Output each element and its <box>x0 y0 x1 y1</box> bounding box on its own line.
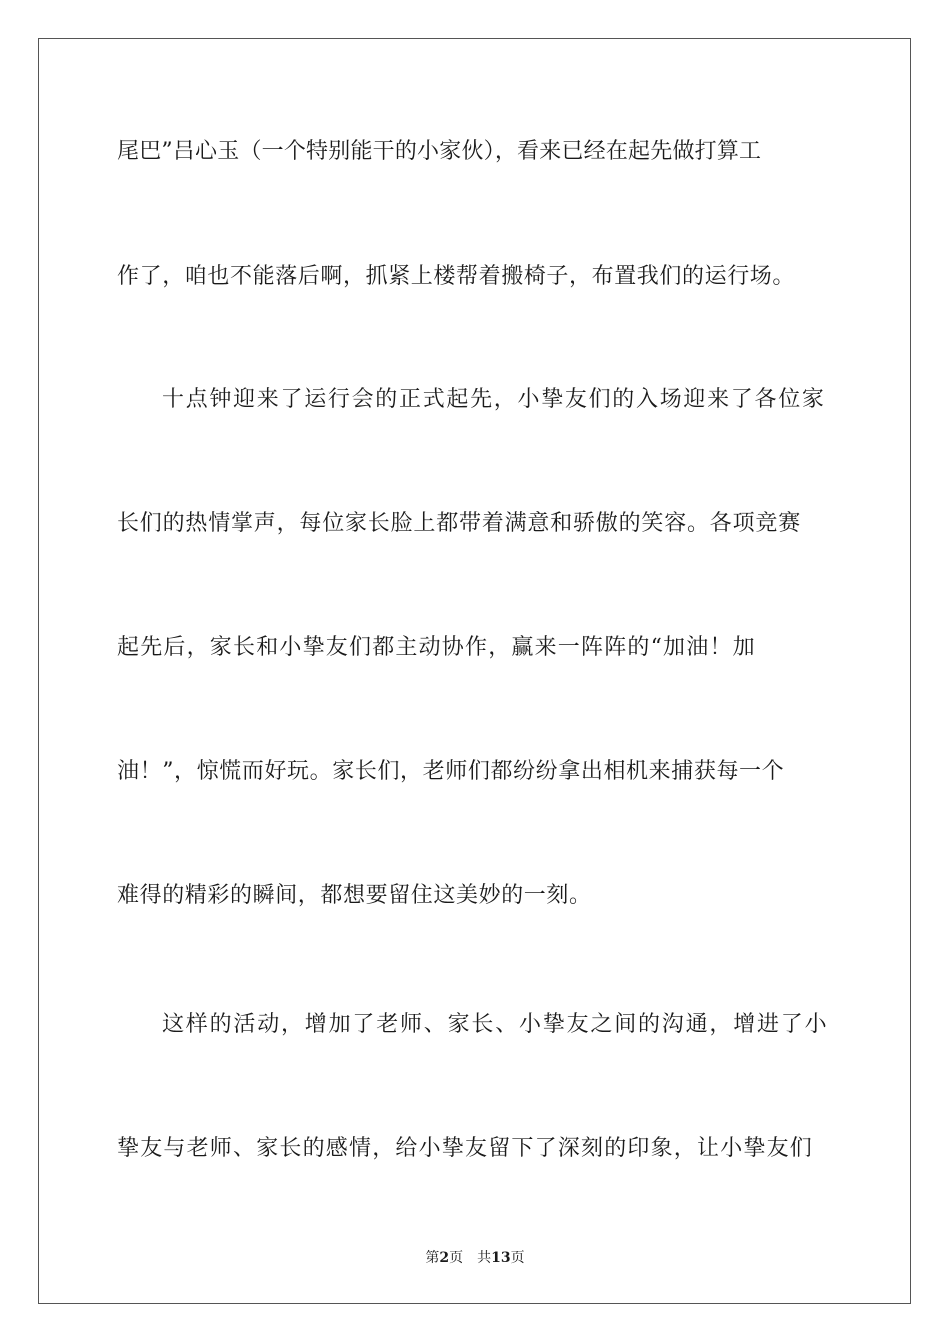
text-line: 难得的精彩的瞬间，都想要留住这美妙的一刻。 <box>117 883 592 908</box>
page-footer <box>0 1250 950 1266</box>
text-line: 作了，咱也不能落后啊，抓紧上楼帮着搬椅子，布置我们的运行场。 <box>117 264 796 289</box>
page-border <box>38 38 911 1304</box>
text-line: 挚友与老师、家长的感情，给小挚友留下了深刻的印象，让小挚友们 <box>117 1136 814 1161</box>
page-label: 第2页 <box>425 1250 464 1266</box>
text-line: 尾巴”吕心玉（一个特别能干的小家伙），看来已经在起先做打算工 <box>117 139 762 164</box>
current-page-number: 2 <box>439 1250 450 1266</box>
text-line: 长们的热情掌声，每位家长脸上都带着满意和骄傲的笑容。各项竞赛 <box>117 511 802 536</box>
text-line: 油！”，惊慌而好玩。家长们，老师们都纷纷拿出相机来捕获每一个 <box>117 759 785 784</box>
total-pages-label: 共13页 <box>477 1250 525 1266</box>
text-line: 起先后，家长和小挚友们都主动协作，赢来一阵阵的“加油！加 <box>117 635 756 660</box>
paragraph-start-line: 这样的活动，增加了老师、家长、小挚友之间的沟通，增进了小 <box>162 1012 829 1037</box>
paragraph-start-line: 十点钟迎来了运行会的正式起先，小挚友们的入场迎来了各位家 <box>162 387 826 412</box>
total-page-count: 13 <box>491 1250 511 1266</box>
